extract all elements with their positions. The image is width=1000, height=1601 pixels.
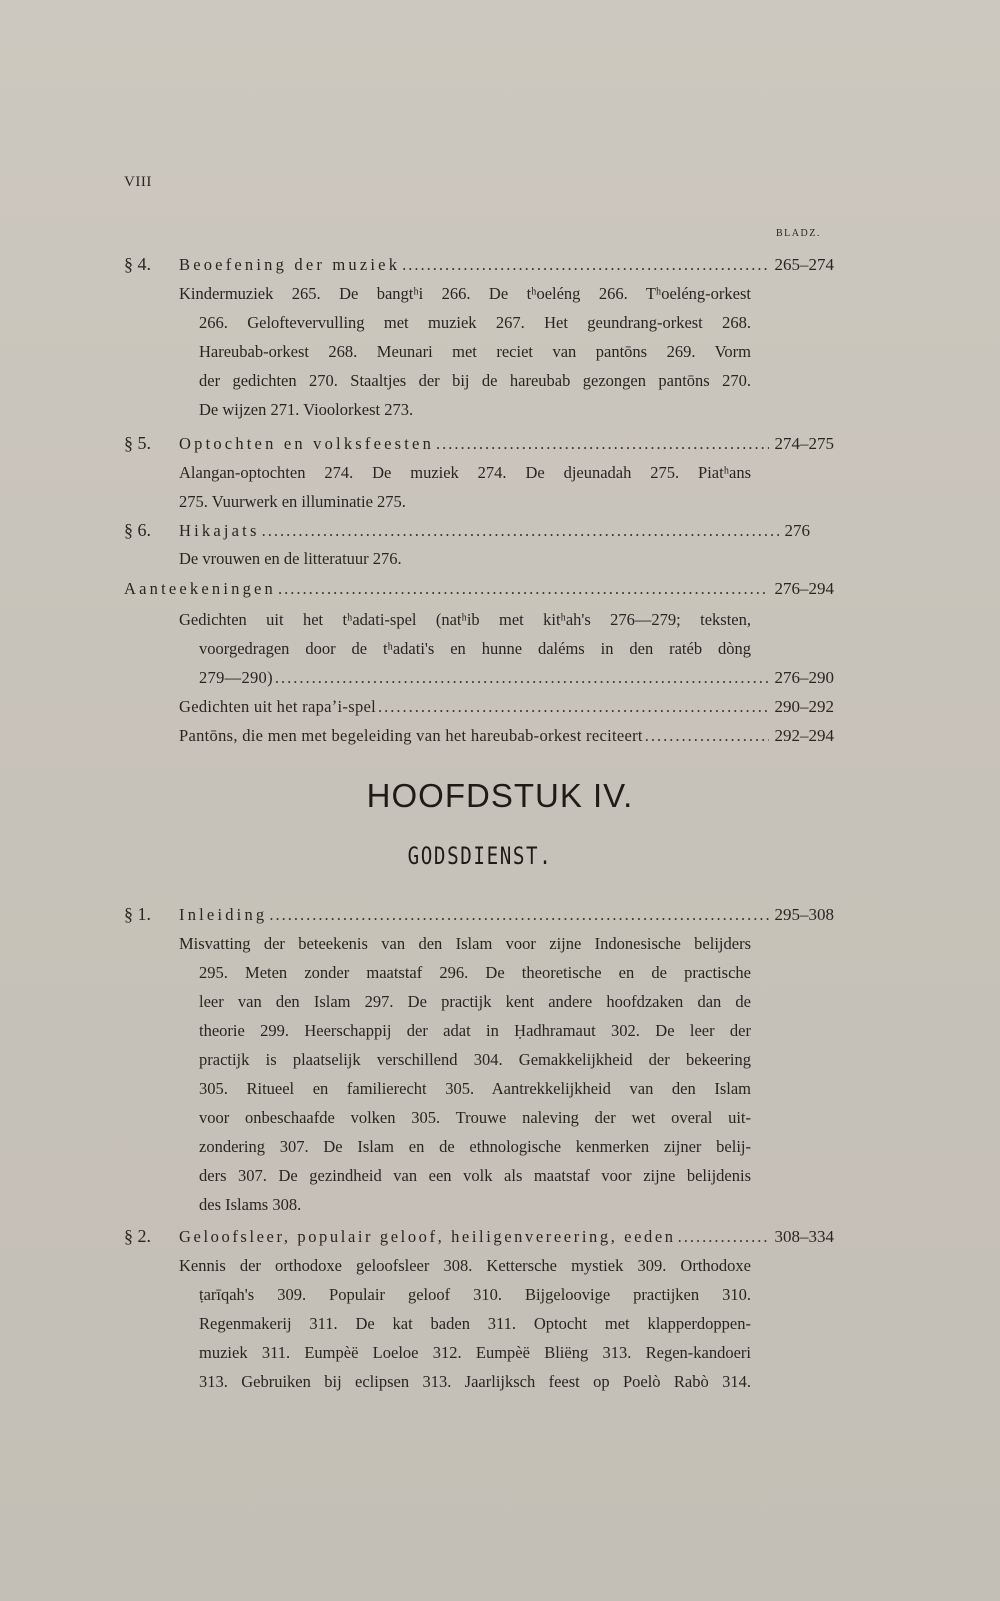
section-summary-line: ṭarīqah's 309. Populair geloof 310. Bijgeloovige practijken 310.	[199, 1285, 751, 1304]
section-summary-line: practijk is plaatselijk verschillend 304. Gemakkelijkheid der bekeering	[199, 1050, 751, 1069]
section-title: Beoefening der muziek	[179, 255, 401, 274]
toc-subentry-notes[interactable]	[179, 726, 834, 746]
section-summary-line: De wijzen 271. Vioolorkest 273.	[199, 400, 414, 419]
section-title: Aanteekeningen	[124, 579, 277, 598]
section-summary-line: Hareubab-orkest 268. Meunari met reciet van pantōns 269. Vorm	[199, 342, 751, 361]
section-summary-line: theorie 299. Heerschappij der adat in Ḥadhramaut 302. De leer der	[199, 1021, 751, 1040]
page-column-header: BLADZ.	[776, 228, 821, 239]
section-title: Hikajats	[179, 521, 260, 540]
section-number: § 6.	[124, 520, 151, 540]
page-range: 295–308	[774, 905, 834, 924]
chapter-title: GODSDIENST.	[407, 842, 553, 870]
toc-entry-section-4[interactable]	[124, 254, 834, 275]
section-summary-line: 295. Meten zonder maatstaf 296. De theoretische en de practische	[199, 963, 751, 982]
section-summary-line: leer van den Islam 297. De practijk kent andere hoofdzaken dan de	[199, 992, 751, 1011]
page-range: 265–274	[774, 255, 834, 274]
section-summary-line: muziek 311. Eumpèë Loeloe 312. Eumpèë Bliëng 313. Regen-kandoeri	[199, 1343, 751, 1362]
toc-entry-aanteekeningen[interactable]	[124, 579, 834, 599]
section-number: § 1.	[124, 904, 151, 924]
dot-leader	[275, 668, 769, 688]
dot-leader	[645, 726, 769, 746]
subentry-title: 279—290)	[199, 668, 273, 687]
section-summary-line: 305. Ritueel en familierecht 305. Aantrekkelijkheid van den Islam	[199, 1079, 751, 1098]
section-title: Optochten en volksfeesten	[179, 434, 435, 453]
dot-leader	[678, 1227, 769, 1247]
section-summary-line: De vrouwen en de litteratuur 276.	[179, 549, 402, 568]
page-range: 276–294	[774, 579, 834, 598]
dot-leader	[262, 521, 779, 541]
section-summary-line: Kennis der orthodoxe geloofsleer 308. Kettersche mystiek 309. Orthodoxe	[179, 1256, 751, 1275]
section-title: Inleiding	[179, 905, 268, 924]
section-summary-line: Misvatting der beteekenis van den Islam voor zijne Indonesische belijders	[179, 934, 751, 953]
toc-subentry-notes[interactable]	[179, 697, 834, 717]
section-summary-line: Regenmakerij 311. De kat baden 311. Optocht met klapperdoppen-	[199, 1314, 751, 1333]
section-summary-line: Alangan-optochten 274. De muziek 274. De djeunadah 275. Piatʰans	[179, 463, 751, 482]
section-summary-line: zondering 307. De Islam en de ethnologische kenmerken zijner belij-	[199, 1137, 751, 1156]
section-summary-line: voor onbeschaafde volken 305. Trouwe naleving der wet overal uit-	[199, 1108, 751, 1127]
dot-leader	[402, 255, 768, 275]
notes-line: Gedichten uit het tʰadati-spel (natʰib met kitʰah's 276—279; teksten,	[179, 610, 751, 629]
dot-leader	[378, 697, 769, 717]
section-number: § 4.	[124, 254, 151, 274]
page-range: 274–275	[774, 434, 834, 453]
toc-entry-section-6[interactable]	[124, 520, 810, 541]
section-summary-line: ders 307. De gezindheid van een volk als maatstaf voor zijne belijdenis	[199, 1166, 751, 1185]
page-range: 276–290	[774, 668, 834, 687]
toc-subentry-notes[interactable]	[199, 668, 834, 688]
section-summary-line: 313. Gebruiken bij eclipsen 313. Jaarlijksch feest op Poelò Rabò 314.	[199, 1372, 751, 1391]
subentry-title: Pantōns, die men met begeleiding van het hareubab-orkest reciteert	[179, 726, 643, 745]
toc-entry-section-5[interactable]	[124, 433, 834, 454]
subentry-title: Gedichten uit het rapaʼi-spel	[179, 697, 376, 716]
section-summary-line: Kindermuziek 265. De bangtʰi 266. De tʰoeléng 266. Tʰoeléng-orkest	[179, 284, 751, 303]
section-summary-line: der gedichten 270. Staaltjes der bij de hareubab gezongen pantōns 270.	[199, 371, 751, 390]
page-range: 292–294	[774, 726, 834, 745]
page-range: 308–334	[774, 1227, 834, 1246]
page-range: 276	[784, 521, 810, 540]
toc-entry-ch4-section-1[interactable]	[124, 904, 834, 925]
notes-line: voorgedragen door de tʰadati's en hunne daléms in den ratéb dòng	[199, 639, 751, 658]
dot-leader	[436, 434, 768, 454]
section-summary-line: des Islams 308.	[199, 1195, 302, 1214]
chapter-heading: HOOFDSTUK IV.	[366, 777, 634, 814]
section-summary-line: 266. Geloftevervulling met muziek 267. Het geundrang-orkest 268.	[199, 313, 751, 332]
section-summary-line: 275. Vuurwerk en illuminatie 275.	[179, 492, 406, 511]
section-number: § 2.	[124, 1226, 151, 1246]
page-number: VIII	[124, 174, 152, 190]
dot-leader	[269, 905, 768, 925]
dot-leader	[278, 579, 768, 599]
page-range: 290–292	[774, 697, 834, 716]
toc-entry-ch4-section-2[interactable]	[124, 1226, 834, 1247]
section-title: Geloofsleer, populair geloof, heiligenvereering, eeden	[179, 1227, 676, 1246]
section-number: § 5.	[124, 433, 151, 453]
